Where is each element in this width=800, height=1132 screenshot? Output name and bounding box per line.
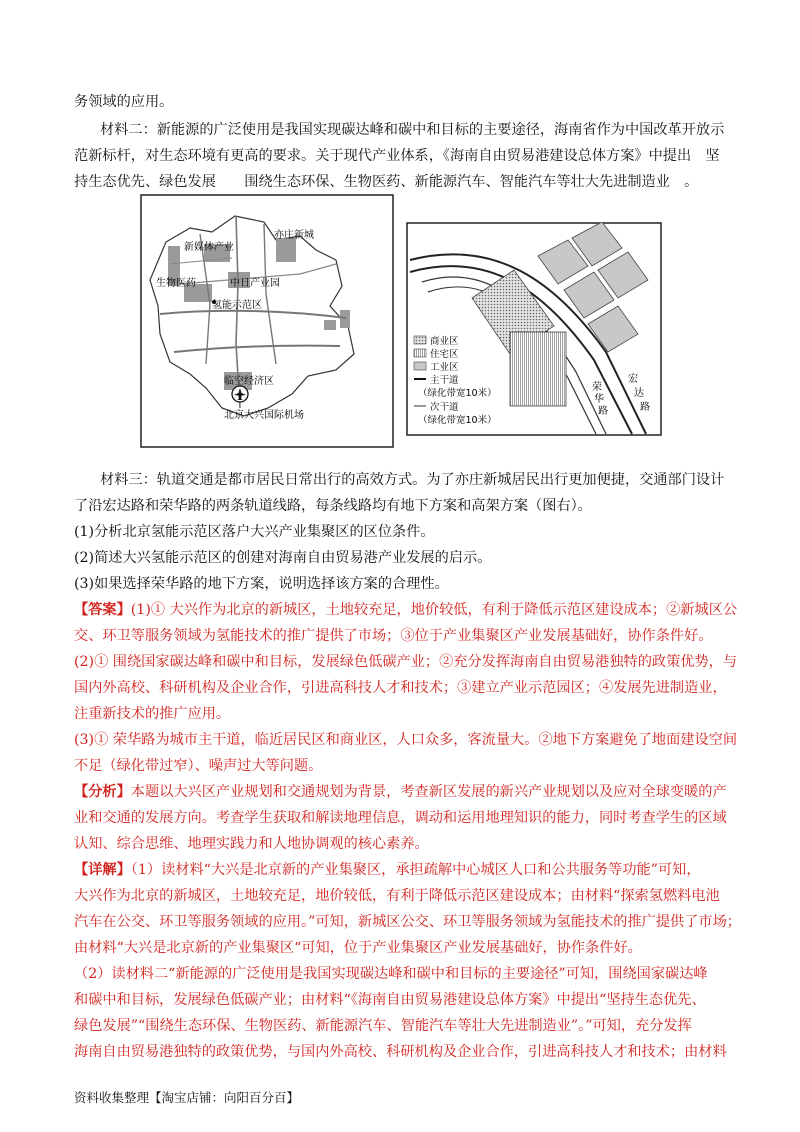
airplane-icon	[232, 386, 248, 402]
legend-secondary-road-note: （绿化带宽10米）	[418, 415, 497, 426]
legend-main-road: 主干道	[430, 375, 459, 386]
text-line: 持生态优先、绿色发展 围绕生态环保、生物医药、新能源汽车、智能汽车等壮大先进制造业 。	[74, 174, 699, 190]
answer-line: (3)① 荣华路为城市主干道，临近居民区和商业区，人口众多，客流量大。②地下方案避免了地面建设空间	[74, 732, 738, 748]
answer-line: (2)① 围绕国家碳达峰和碳中和目标，发展绿色低碳产业；②充分发挥海南自由贸易港独特的政策优势，与	[74, 654, 738, 670]
label-qingneng: 氢能示范区	[212, 300, 262, 311]
question-2: (2)简述大兴氢能示范区的创建对海南自由贸易港产业发展的启示。	[74, 550, 492, 566]
page-footer: 资料收集整理【淘宝店铺：向阳百分百】	[74, 1090, 300, 1105]
text-line: 了沿宏达路和荣华路的两条轨道线路，每条线路均有地下方案和高架方案（图右）。	[74, 498, 592, 514]
label-airport: 北京大兴国际机场	[224, 410, 304, 421]
detail-tag: 【详解】	[74, 862, 131, 878]
legend-industrial: 工业区	[430, 362, 459, 373]
road-ronghua-3: 路	[598, 406, 608, 417]
answer-line: 国内外高校、科研机构及企业合作，引进高科技人才和技术；③建立产业示范园区；④发展先进制造业，	[74, 680, 727, 696]
legend-commercial: 商业区	[430, 336, 459, 347]
yizhuang-transit-map	[406, 222, 662, 436]
road-ronghua-2: 华	[594, 394, 604, 405]
detail-line: 汽车在公交、环卫等服务领域的应用。”可知，新城区公交、环卫等服务领域为氢能技术的推广提供了市场；	[74, 914, 741, 930]
analysis-text: 本题以大兴区产业规划和交通规划为背景，考查新区发展的新兴产业规划以及应对全球变暖的产	[130, 784, 727, 800]
question-1: (1)分析北京氢能示范区落户大兴产业集聚区的区位条件。	[74, 524, 435, 540]
label-shengwu: 生物医药	[156, 278, 196, 289]
analysis-line: 认知、综合思维、地理实践力和人地协调观的核心素养。	[74, 836, 429, 852]
label-yizhuang: 亦庄新城	[274, 230, 314, 241]
detail-line: 绿色发展”“围绕生态环保、生物医药、新能源汽车、智能汽车等壮大先进制造业”。”可知，充分发挥	[74, 1018, 692, 1034]
legend-residential: 住宅区	[430, 349, 459, 360]
road-hongda-2: 达	[634, 388, 644, 399]
answer-line: 交、环卫等服务领域为氢能技术的推广提供了市场；③位于产业集聚区产业发展基础好，协作条件好。	[74, 628, 713, 644]
road-hongda-1: 宏	[628, 374, 638, 385]
question-3: (3)如果选择荣华路的地下方案，说明选择该方案的合理性。	[74, 576, 449, 592]
text-line: 范新标杆，对生态环境有更高的要求。关于现代产业体系，《海南自由贸易港建设总体方案》中提出 坚	[74, 148, 720, 164]
detail-line: （2）读材料二“新能源的广泛使用是我国实现碳达峰和碳中和目标的主要途径”可知，围绕国家碳达峰	[74, 966, 708, 982]
daxing-district-map	[140, 194, 394, 448]
answer-tag: 【答案】	[74, 602, 131, 618]
analysis-tag: 【分析】	[74, 784, 131, 800]
label-zhongri: 中日产业园	[230, 278, 280, 289]
label-linkong: 临空经济区	[224, 376, 274, 387]
answer-line	[74, 600, 737, 620]
text-line: 材料二：新能源的广泛使用是我国实现碳达峰和碳中和目标的主要途径，海南省作为中国改革开放示	[100, 122, 725, 138]
text-line: 务领域的应用。	[74, 94, 174, 110]
legend-main-road-note: （绿化带宽10米）	[418, 388, 497, 399]
label-xinmeiti: 新媒体产业	[184, 242, 234, 253]
analysis-line: 业和交通的发展方向。考查学生获取和解读地理信息，调动和运用地理知识的能力，同时考查学生的区域	[74, 810, 727, 826]
legend-secondary-road: 次干道	[430, 402, 459, 413]
answer-line: 注重新技术的推广应用。	[74, 706, 231, 722]
analysis-line	[74, 782, 727, 802]
detail-line: 和碳中和目标，发展绿色低碳产业；由材料“《海南自由贸易港建设总体方案》中提出“坚持生态优先、	[74, 992, 706, 1008]
answer-text: (1)① 大兴作为北京的新城区，土地较充足，地价较低，有利于降低示范区建设成本；②新城区公	[130, 602, 738, 618]
detail-line: 由材料“大兴是北京新的产业集聚区“可知，位于产业集聚区产业发展基础好，协作条件好。	[74, 940, 642, 956]
detail-line	[74, 860, 701, 880]
detail-text: （1）读材料“大兴是北京新的产业集聚区，承担疏解中心城区人口和公共服务等功能”可知，	[130, 862, 701, 878]
road-hongda-3: 路	[640, 402, 650, 413]
detail-line: 大兴作为北京的新城区，土地较充足，地价较低，有利于降低示范区建设成本；由材料“探索氢燃料电池	[74, 888, 720, 904]
road-ronghua-1: 荣	[592, 382, 602, 393]
answer-line: 不足（绿化带过窄）、噪声过大等问题。	[74, 758, 323, 774]
detail-line: 海南自由贸易港独特的政策优势，与国内外高校、科研机构及企业合作，引进高科技人才和技术；由材料	[74, 1044, 727, 1060]
text-line: 材料三：轨道交通是都市居民日常出行的高效方式。为了亦庄新城居民出行更加便捷，交通部门设计	[100, 472, 725, 488]
